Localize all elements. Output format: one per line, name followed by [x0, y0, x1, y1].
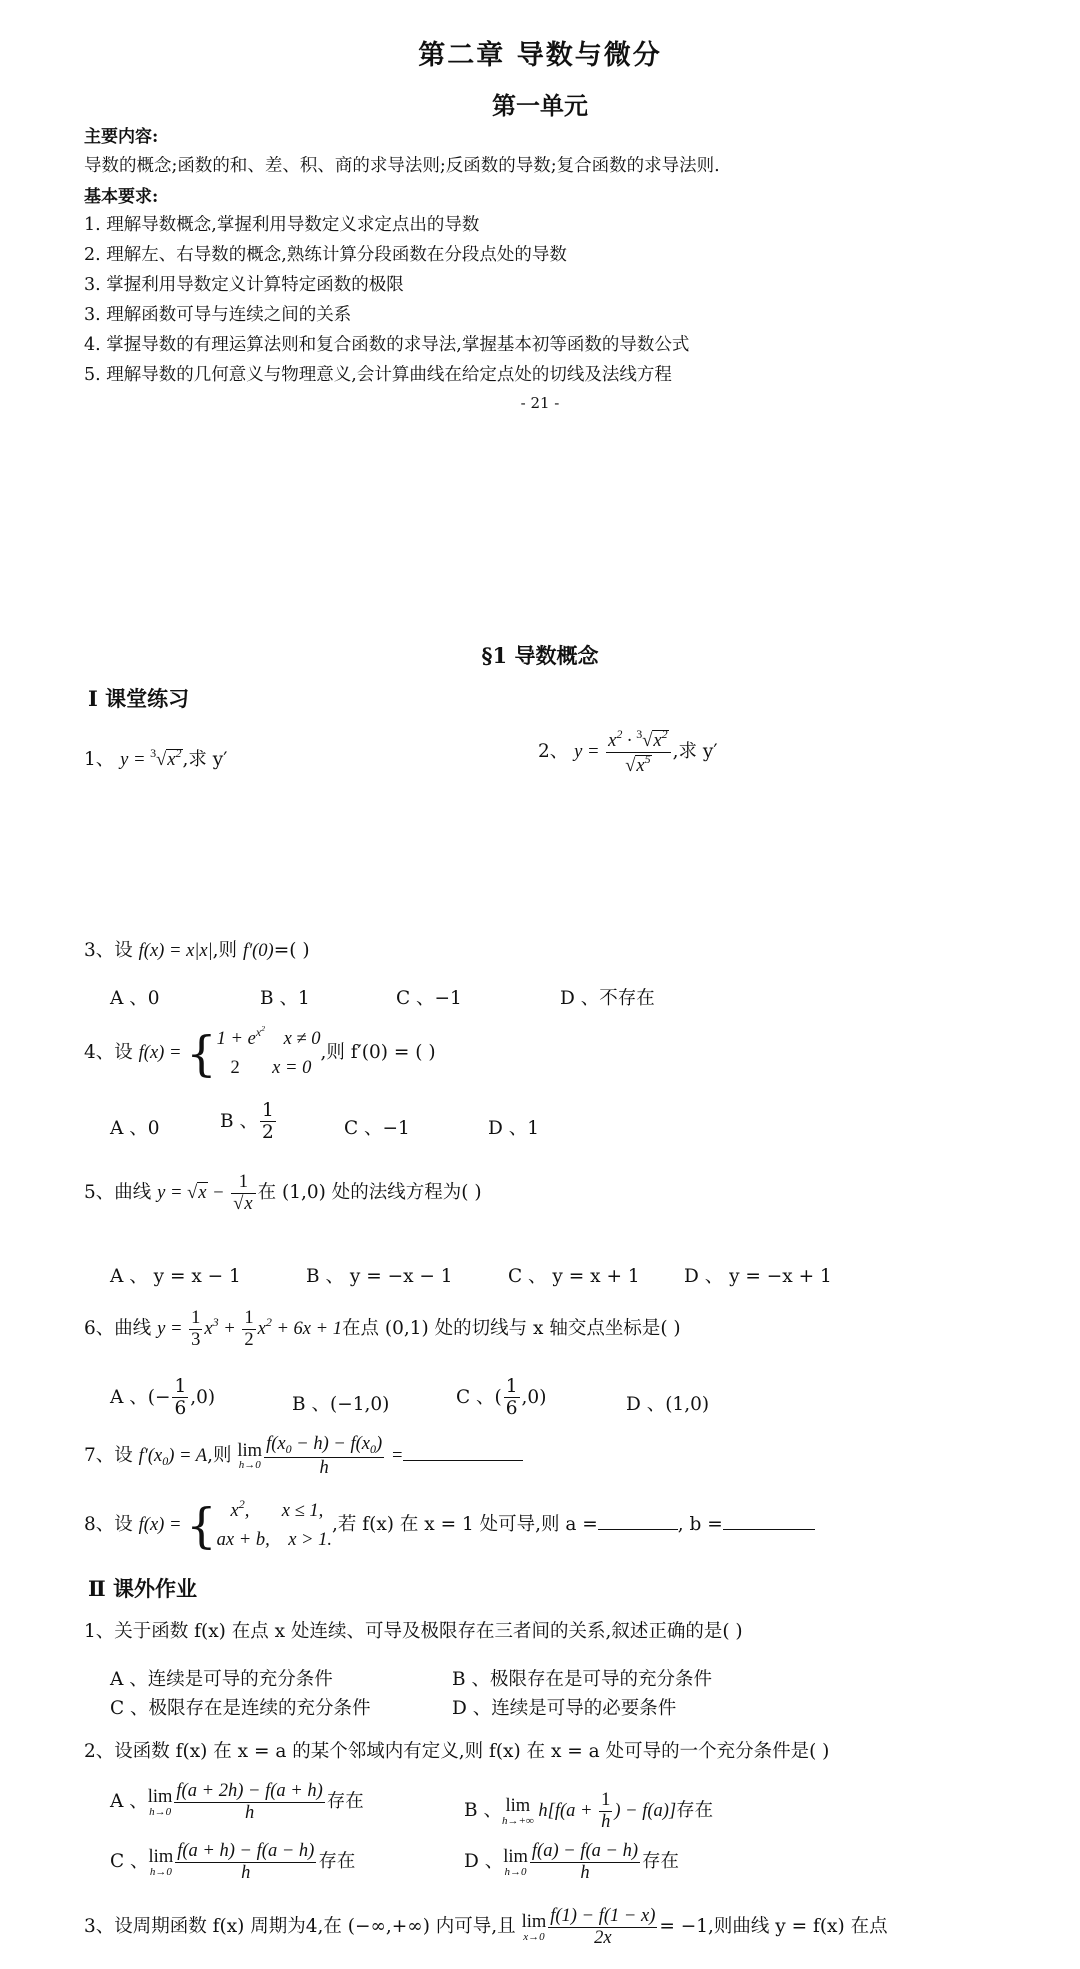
formula: f(x) = { $x^2$, x ≤ 1, ax + b, x > 1.: [138, 1497, 333, 1554]
formula: f(x) = x|x|: [138, 941, 213, 961]
option: D 、连续是可导的必要条件: [452, 1698, 677, 1719]
exercise-4: 4、设 $f(x) = \{1 + e^{x^2}$ x ≠ 0 2 x = 0,则 f′(0) = ( ): [84, 1024, 436, 1082]
formula: $y = ^3√x^2$: [120, 746, 182, 770]
option: B 、(−1,0): [292, 1394, 390, 1415]
part2-title: Ⅱ 课外作业: [88, 1576, 198, 1601]
formula: f′(0): [242, 941, 274, 961]
exercise-3: 3、设 f(x) = x|x|,则 f′(0)=( ): [84, 940, 310, 961]
exercise-8: 8、设 f(x) = { $x^2$, x ≤ 1, ax + b, x > 1.,若 f(x) 在 x = 1 处可导,则 a = , b =: [84, 1495, 815, 1556]
option: D 、(1,0): [626, 1394, 710, 1415]
option: A 、0: [110, 1118, 160, 1139]
option: A 、 lim h→0 $\frac{f(a + 2h) - f(a + h)}{h}$ 存在: [110, 1781, 364, 1824]
option: D 、不存在: [560, 988, 655, 1009]
option: A 、(− $\frac{1}{6}$ ,0): [110, 1376, 216, 1420]
formula: $f(x) = \{1 + e^{x^2}$ x ≠ 0 2 x = 0: [138, 1024, 321, 1082]
requirement-item: 1. 理解导数概念,掌握利用导数定义求定点出的导数: [84, 215, 480, 235]
requirement-item: 2. 理解左、右导数的概念,熟练计算分段函数在分段点处的导数: [84, 245, 567, 265]
option: C 、( $\frac{1}{6}$ ,0): [456, 1376, 547, 1420]
option: B 、1: [260, 988, 310, 1009]
section-title: §1 导数概念: [481, 643, 599, 668]
exercise-1: 1、 $y = ^3√x^2$,求 y′: [84, 746, 228, 770]
formula: lim x→0 $\frac{f(1) - f(1 - x)}{2x}$: [521, 1906, 656, 1949]
option: C 、−1: [396, 988, 462, 1009]
option: D 、 lim h→0 $\frac{f(a) - f(a - h)}{h}$ 存在: [464, 1841, 680, 1884]
answer-blank-b[interactable]: [723, 1513, 815, 1530]
answer-blank[interactable]: [403, 1444, 523, 1461]
option: B 、 y = −x − 1: [306, 1266, 453, 1287]
option: C 、 y = x + 1: [508, 1266, 640, 1287]
exercise-6: 6、曲线 y = $\frac{1}{3}$ $x^3$ + $\frac{1}{2}$ $x^2 + 6x + 1$在点 (0,1) 处的切线与 x 轴交点坐标是( ): [84, 1308, 681, 1351]
main-content-text: 导数的概念;函数的和、差、积、商的求导法则;反函数的导数;复合函数的求导法则.: [84, 156, 720, 176]
formula: y = $\frac{x^2 \cdot ^3√x^2}{√x^5}$: [574, 742, 672, 762]
part1-title: Ⅰ 课堂练习: [88, 686, 190, 711]
option: C 、极限存在是连续的充分条件: [110, 1698, 371, 1719]
page-number: - 21 -: [520, 394, 560, 412]
requirement-item: 3. 理解函数可导与连续之间的关系: [84, 305, 352, 325]
option: B 、极限存在是可导的充分条件: [452, 1669, 712, 1690]
option: B 、 $\frac{1}{2}$: [220, 1100, 274, 1144]
homework-2: 2、设函数 f(x) 在 x = a 的某个邻域内有定义,则 f(x) 在 x = a 处可导的一个充分条件是( ): [84, 1741, 830, 1762]
option: D 、 y = −x + 1: [684, 1266, 832, 1287]
exercise-7: 7、设 $f'(x_0) = A$,则 lim h→0 $\frac{f(x_0 - h) - f(x_0)}{h}$ =: [84, 1434, 523, 1479]
option: A 、0: [110, 988, 160, 1009]
formula: lim h→0 $\frac{f(x_0 - h) - f(x_0)}{h}$ =: [237, 1434, 404, 1479]
option: A 、连续是可导的充分条件: [110, 1669, 333, 1690]
formula: y = $\frac{1}{3}$ $x^3$ + $\frac{1}{2}$ $x^2 + 6x + 1$: [157, 1308, 343, 1351]
chapter-title: 第二章 导数与微分: [418, 40, 662, 71]
exercise-2: 2、 y = $\frac{x^2 \cdot ^3√x^2}{√x^5}$ ,求 y′: [538, 727, 718, 776]
homework-3: 3、设周期函数 f(x) 周期为4,在 (−∞,+∞) 内可导,且 lim x→0 $\frac{f(1) - f(1 - x)}{2x}$ = −1,则曲线 y = f(x) 在点: [84, 1906, 888, 1949]
formula: $f'(x_0) = A$: [138, 1445, 208, 1469]
requirements-heading: 基本要求:: [84, 187, 159, 207]
formula: y = √x − $\frac{1}{√x}$: [157, 1183, 257, 1203]
option: C 、 lim h→0 $\frac{f(a + h) - f(a - h)}{h}$ 存在: [110, 1841, 356, 1884]
option: A 、 y = x − 1: [110, 1266, 241, 1287]
unit-title: 第一单元: [492, 91, 588, 120]
exercise-5: 5、曲线 y = √x − $\frac{1}{√x}$ 在 (1,0) 处的法线方程为( ): [84, 1172, 482, 1215]
homework-1: 1、关于函数 f(x) 在点 x 处连续、可导及极限存在三者间的关系,叙述正确的是( ): [84, 1621, 743, 1642]
option: C 、−1: [344, 1118, 410, 1139]
requirement-item: 4. 掌握导数的有理运算法则和复合函数的求导法,掌握基本初等函数的导数公式: [84, 335, 690, 355]
option: D 、1: [488, 1118, 539, 1139]
requirement-item: 5. 理解导数的几何意义与物理意义,会计算曲线在给定点处的切线及法线方程: [84, 365, 672, 385]
requirement-item: 3. 掌握利用导数定义计算特定函数的极限: [84, 275, 404, 295]
option: B 、 lim h→+∞ h[f(a + $\frac{1}{h}$ ) − f(a)]存在: [464, 1790, 714, 1833]
answer-blank-a[interactable]: [598, 1513, 678, 1530]
main-content-heading: 主要内容:: [84, 127, 159, 147]
